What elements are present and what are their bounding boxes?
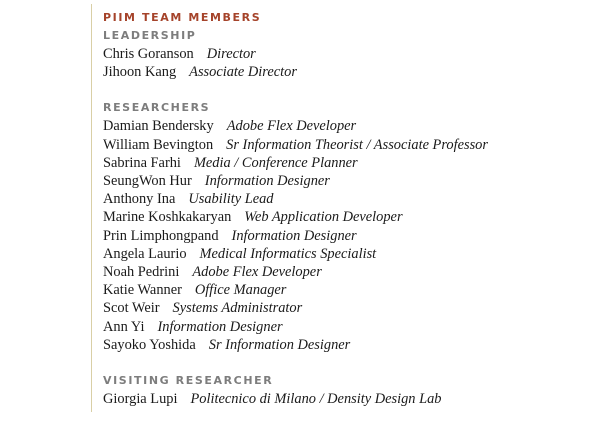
section-heading-visiting: VISITING RESEARCHER	[103, 374, 274, 388]
member-row	[103, 263, 608, 281]
member-row	[103, 117, 608, 135]
member-row	[103, 45, 608, 63]
member-row	[103, 281, 608, 299]
member-role: Medical Informatics Specialist	[199, 245, 377, 262]
member-name: Sayoko Yoshida	[103, 336, 196, 353]
member-row	[103, 245, 608, 263]
visiting-section	[103, 374, 608, 408]
member-name: Prin Limphongpand	[103, 227, 219, 244]
researchers-list	[103, 117, 608, 354]
member-row	[103, 136, 608, 154]
visiting-list	[103, 390, 608, 408]
section-heading-researchers: RESEARCHERS	[103, 101, 211, 115]
member-name: Giorgia Lupi	[103, 391, 178, 408]
leadership-list	[103, 45, 608, 81]
member-row	[103, 299, 608, 317]
member-name: Ann Yi	[103, 318, 145, 335]
member-role: Web Application Developer	[244, 209, 403, 226]
member-name: William Bevington	[103, 136, 214, 153]
member-name: Sabrina Farhi	[103, 154, 181, 171]
member-name: Jihoon Kang	[103, 64, 177, 81]
page-title: PIIM TEAM MEMBERS	[103, 11, 262, 24]
member-row	[103, 208, 608, 226]
member-role: Information Designer	[204, 173, 330, 190]
member-role: Director	[206, 46, 256, 62]
member-role: Adobe Flex Developer	[192, 264, 322, 281]
member-role: Office Manager	[194, 282, 287, 299]
member-row	[103, 154, 608, 172]
leadership-section	[103, 29, 608, 81]
researchers-section	[103, 101, 608, 354]
member-row	[103, 318, 608, 336]
member-row	[103, 227, 608, 245]
member-role: Associate Director	[189, 64, 297, 81]
section-heading-leadership: LEADERSHIP	[103, 29, 197, 42]
member-role: Media / Conference Planner	[193, 154, 358, 171]
member-role: Usability Lead	[188, 191, 274, 208]
member-name: Noah Pedrini	[103, 264, 180, 281]
member-role: Information Designer	[231, 227, 357, 244]
member-row	[103, 63, 608, 81]
member-row	[103, 190, 608, 208]
member-row	[103, 172, 608, 190]
member-name: Marine Koshkakaryan	[103, 209, 232, 226]
member-role: Information Designer	[157, 318, 283, 335]
member-role: Politecnico di Milano / Density Design Lab	[190, 391, 442, 408]
member-name: Angela Laurio	[103, 245, 187, 262]
member-name: Katie Wanner	[103, 282, 182, 299]
member-name: Chris Goranson	[103, 46, 194, 62]
member-role: Adobe Flex Developer	[226, 118, 357, 135]
member-role: Sr Information Theorist / Associate Professor	[226, 136, 488, 153]
member-name: Damian Bendersky	[103, 118, 214, 135]
team-members-panel	[103, 11, 608, 408]
member-role: Sr Information Designer	[208, 336, 351, 353]
member-row	[103, 390, 608, 408]
member-name: Scot Weir	[103, 300, 160, 317]
vertical-rule	[91, 4, 92, 412]
member-row	[103, 336, 608, 354]
member-name: Anthony Ina	[103, 191, 176, 208]
member-name: SeungWon Hur	[103, 173, 192, 190]
member-role: Systems Administrator	[172, 300, 303, 317]
